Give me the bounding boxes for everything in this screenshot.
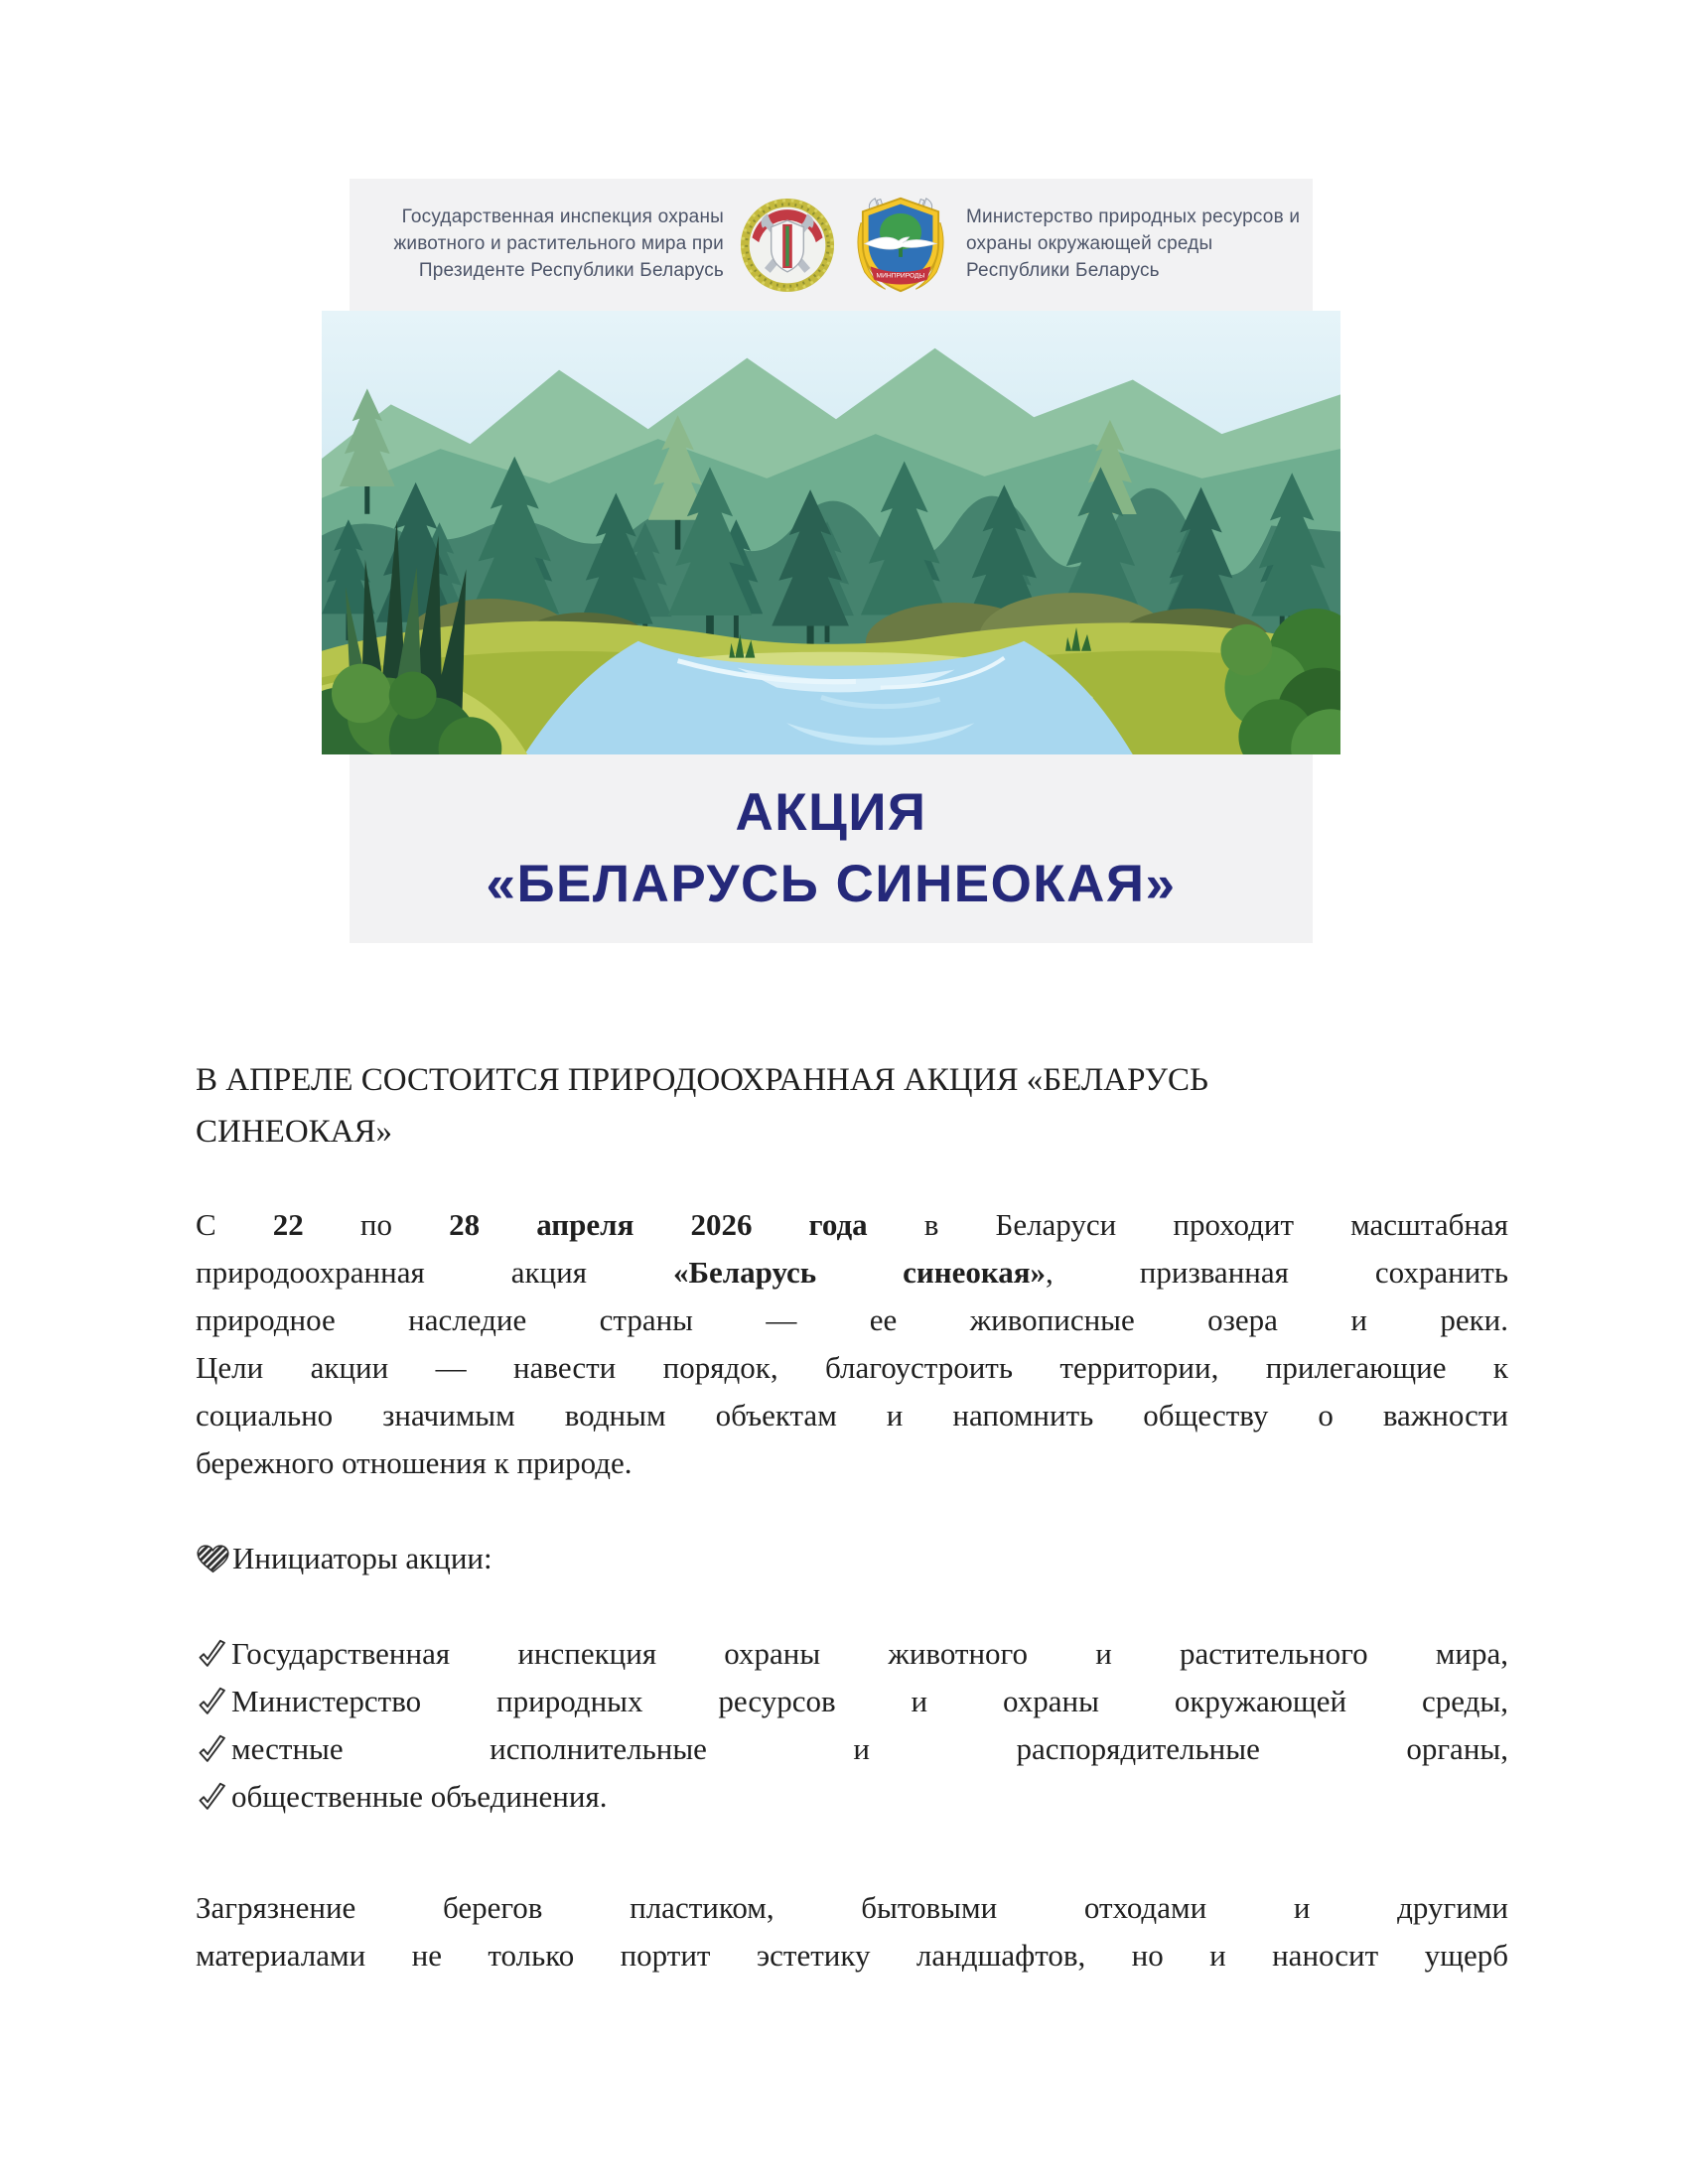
heart-icon (196, 1542, 230, 1574)
article-body (196, 1054, 1508, 1979)
lake-forest-illustration (322, 311, 1340, 754)
state-inspection-logo (740, 198, 835, 293)
initiators-label: Инициаторы акции: (232, 1541, 492, 1575)
paragraph-line: социально значимым водным объектам и напомнить обществу о важности (196, 1398, 1508, 1433)
minpriroda-logo (851, 195, 950, 295)
banner-card (350, 179, 1313, 943)
banner-header (350, 179, 1313, 311)
paragraph-line: бережного отношения к природе. (196, 1445, 633, 1480)
banner-title (350, 754, 1313, 943)
banner-title-line2: «БЕЛАРУСЬ СИНЕОКАЯ» (486, 855, 1177, 913)
initiators-list (196, 1630, 1508, 1821)
paragraph-campaign (196, 1201, 1508, 1487)
paragraph-line: Цели акции — навести порядок, благоустроить территории, прилегающие к (196, 1350, 1508, 1385)
paragraph-line: природоохранная акция «Беларусь синеокая», призванная сохранить (196, 1255, 1508, 1290)
initiator-item: Государственная инспекция охраны животного и растительного мира, (196, 1630, 1508, 1678)
check-icon (196, 1781, 228, 1814)
initiators-heading (196, 1535, 1508, 1582)
right-org-name: Министерство природных ресурсов и охраны окружающей среды Республики Беларусь (966, 206, 1301, 281)
check-icon (196, 1686, 228, 1718)
paragraph-line: С 22 по 28 апреля 2026 года в Беларуси проходит масштабная (196, 1207, 1508, 1242)
banner-title-line1: АКЦИЯ (735, 783, 927, 842)
heading-line: СИНЕОКАЯ» (196, 1114, 393, 1150)
initiator-item: местные исполнительные и распорядительные органы, (196, 1725, 1508, 1773)
initiator-item: Министерство природных ресурсов и охраны окружающей среды, (196, 1678, 1508, 1725)
initiator-item: общественные объединения. (196, 1773, 1508, 1821)
paragraph-line: материалами не только портит эстетику ландшафтов, но и наносит ущерб (196, 1938, 1508, 1973)
check-icon (196, 1638, 228, 1671)
paragraph-pollution (196, 1884, 1508, 1979)
paragraph-line: природное наследие страны — ее живописные озера и реки. (196, 1302, 1508, 1337)
heading-line: В АПРЕЛЕ СОСТОИТСЯ ПРИРОДООХРАННАЯ АКЦИЯ «БЕЛАРУСЬ (196, 1062, 1208, 1098)
article-heading (196, 1054, 1508, 1158)
paragraph-line: Загрязнение берегов пластиком, бытовыми отходами и другими (196, 1890, 1508, 1925)
ribbon-text: МИНПРИРОДЫ (876, 272, 925, 280)
check-icon (196, 1733, 228, 1766)
left-org-name: Государственная инспекция охраны животного и растительного мира при Президенте Республики Беларусь (393, 206, 724, 281)
